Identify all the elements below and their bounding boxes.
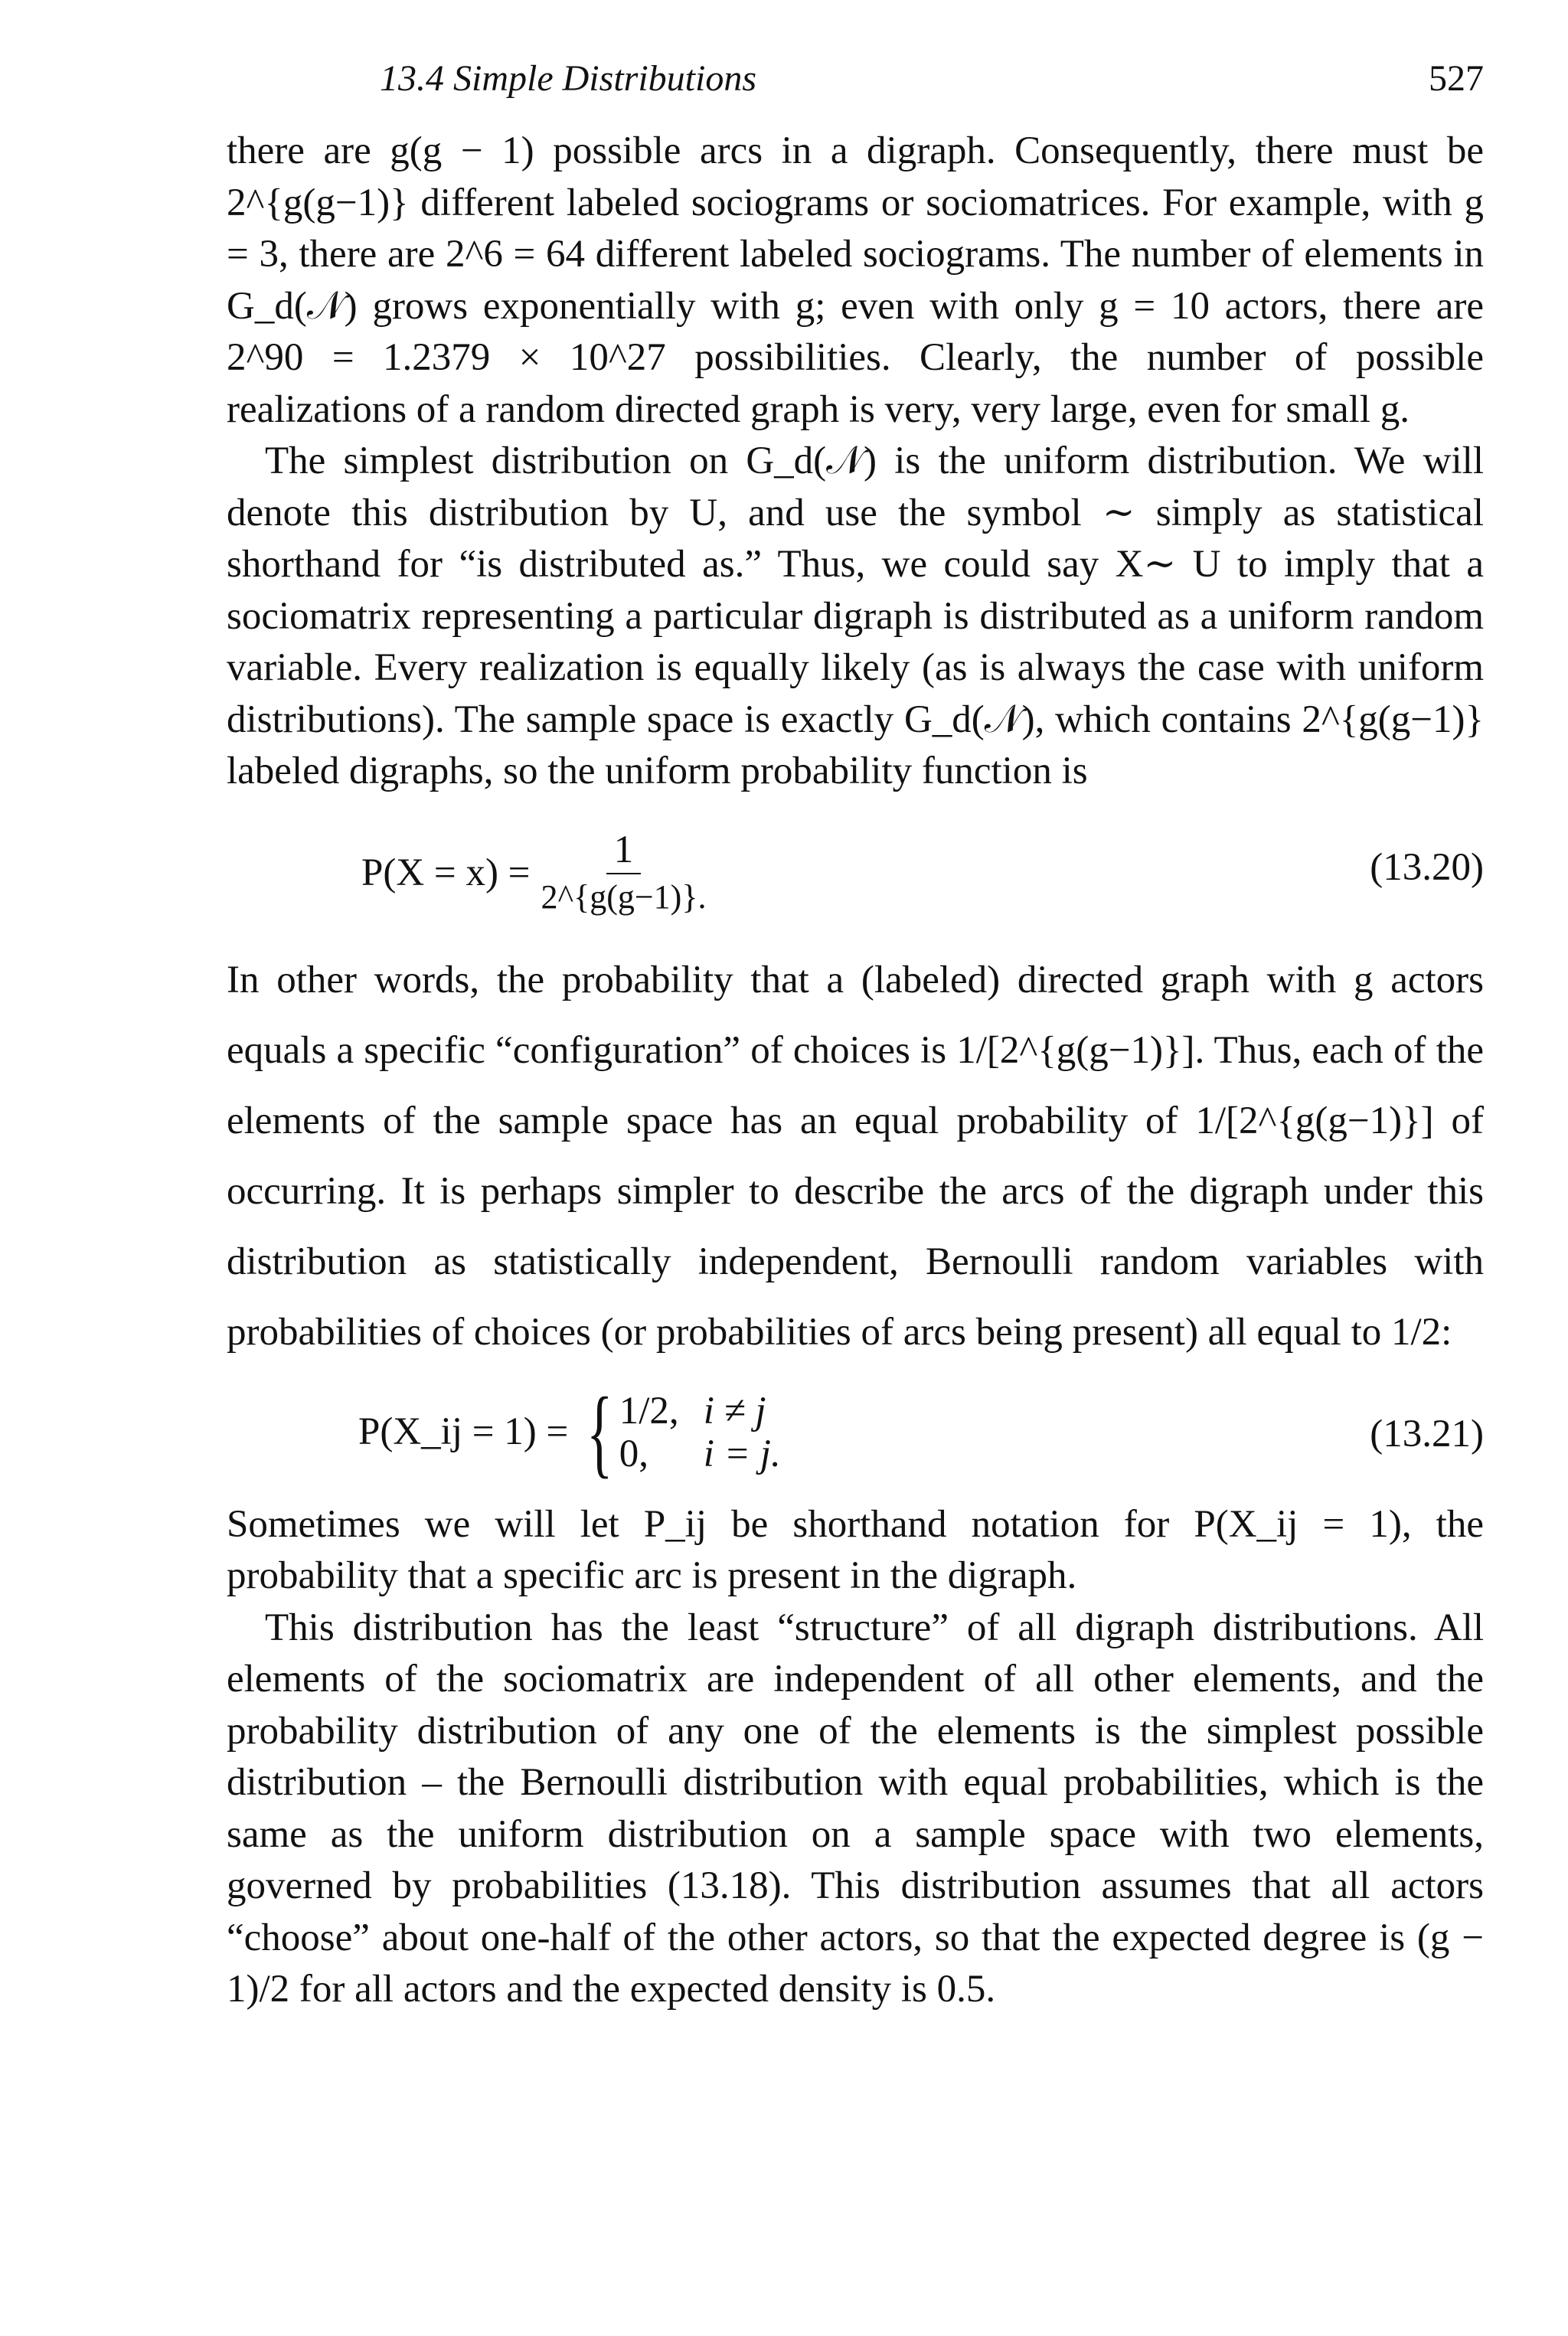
running-header — [227, 52, 1484, 106]
equation-13-20-fraction — [541, 827, 706, 920]
left-brace: { — [586, 1377, 613, 1488]
paragraph-5: This distribution has the least “structure” of all digraph distributions. All elements of the sociomatrix are independent of all other elements, and the probability distribution of any one of the elements is the simplest possible distribution – the Bernoulli distribution with equal probabilities, which is the same as the uniform distribution on a sample space with two elements, governed by probabilities (13.18). This distribution assumes that all actors “choose” about one-half of the other actors, so that the expected degree is (g − 1)/2 for all actors and the expected density is 0.5. — [227, 1606, 1484, 2011]
equation-13-20-denominator: 2^{g(g−1)}. — [541, 877, 707, 916]
equation-13-21-expression — [358, 1377, 795, 1488]
case-1-value: 1/2, — [619, 1389, 679, 1433]
page-number: 527 — [1429, 58, 1484, 99]
paragraph-1: there are g(g − 1) possible arcs in a digraph. Consequently, there must be 2^{g(g−1)} different labeled sociograms or sociomatrices. For example, with g = 3, there are 2^6 = 64 different labeled sociograms. The number of elements in G_d(𝒩) grows exponentially with g; even with only g = 10 actors, there are 2^90 = 1.2379 × 10^27 possibilities. Clearly, the number of possible realizations of a random directed graph is very, very large, even for small g. — [227, 129, 1484, 431]
case-1-condition: i ≠ j — [703, 1389, 766, 1433]
cases-rows — [619, 1390, 795, 1475]
page-body — [227, 126, 1484, 2016]
equation-13-21-lhs: P(X_ij = 1) = — [358, 1410, 569, 1453]
section-title: 13.4 Simple Distributions — [380, 58, 757, 99]
case-2-value: 0, — [619, 1432, 648, 1475]
equation-13-21-cases — [576, 1377, 795, 1488]
equation-13-21 — [227, 1375, 1484, 1490]
equation-13-20-lhs: P(X = x) = — [361, 851, 531, 894]
equation-13-20-expression — [361, 827, 706, 920]
paragraph-4: Sometimes we will let P_ij be shorthand notation for P(X_ij = 1), the probability that a specific arc is present in the digraph. — [227, 1502, 1484, 1597]
equation-13-20-number: (13.20) — [1370, 845, 1484, 889]
equation-13-21-number: (13.21) — [1370, 1412, 1484, 1456]
equation-13-20-numerator: 1 — [606, 827, 642, 874]
case-2-condition: i = j. — [703, 1432, 781, 1475]
paragraph-3: In other words, the probability that a (labeled) directed graph with g actors equals a specific “configuration” of choices is 1/[2^{g(g−1)}]. Thus, each of the elements of the sample space has an equal probability of 1/[2^{g(g−1)}] of occurring. It is perhaps simpler to describe the arcs of the digraph under this distribution as statistically independent, Bernoulli random variables with probabilities of choices (or probabilities of arcs being present) all equal to 1/2: — [227, 958, 1484, 1354]
paragraph-2: The simplest distribution on G_d(𝒩) is the uniform distribution. We will denote this distribution by U, and use the symbol ∼ simply as statistical shorthand for “is distributed as.” Thus, we could say X∼ U to imply that a sociomatrix representing a particular digraph is distributed as a uniform random variable. Every realization is equally likely (as is always the case with uniform distributions). The sample space is exactly G_d(𝒩), which contains 2^{g(g−1)} labeled digraphs, so the uniform probability function is — [227, 439, 1484, 792]
equation-13-20 — [227, 805, 1484, 936]
